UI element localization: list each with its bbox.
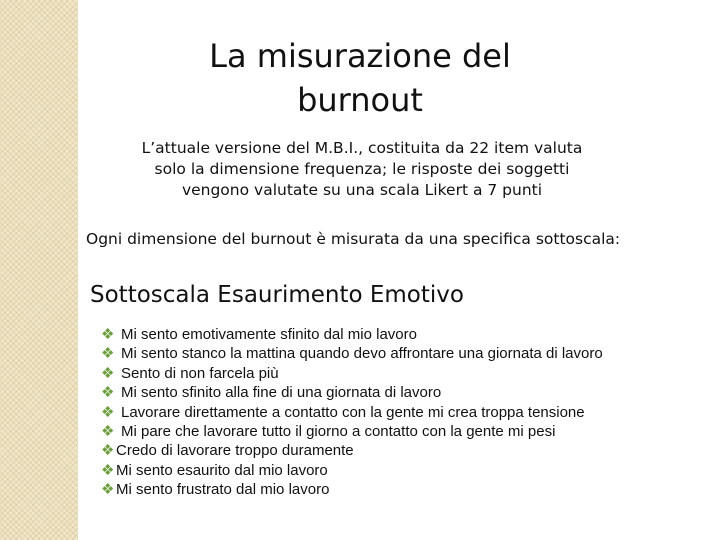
item-text: Mi sento sfinito alla fine di una giornata di lavoro	[121, 384, 442, 402]
intro-text	[92, 138, 632, 201]
title-line-1: La misurazione del	[209, 37, 511, 75]
item-text: Mi sento esaurito dal mio lavoro	[116, 461, 328, 479]
intro-line-1: L’attuale versione del M.B.I., costituita da 22 item valuta	[141, 139, 583, 157]
diamond-bullet-icon: ❖	[101, 326, 115, 343]
intro-line-2: solo la dimensione frequenza; le risposte dei soggetti	[154, 160, 570, 178]
diamond-bullet-icon: ❖	[101, 345, 115, 363]
diamond-bullet-icon: ❖	[101, 461, 115, 479]
list-item	[101, 422, 676, 441]
list-item	[101, 383, 676, 402]
list-item	[101, 480, 676, 499]
list-item	[101, 441, 676, 460]
diamond-bullet-icon: ❖	[101, 384, 115, 402]
diamond-bullet-icon: ❖	[101, 481, 115, 499]
item-text: Mi sento emotivamente sfinito dal mio lavoro	[121, 326, 417, 343]
item-list	[101, 325, 676, 500]
diamond-bullet-icon: ❖	[101, 442, 115, 460]
item-text: Sento di non farcela più	[121, 364, 279, 382]
diamond-bullet-icon: ❖	[101, 403, 115, 421]
list-item	[101, 364, 676, 383]
subscale-title: Sottoscala Esaurimento Emotivo	[90, 282, 464, 308]
diamond-bullet-icon: ❖	[101, 423, 115, 441]
item-text: Credo di lavorare troppo duramente	[116, 442, 354, 460]
intro-line-3: vengono valutate su una scala Likert a 7 punti	[181, 181, 543, 199]
item-text: Mi pare che lavorare tutto il giorno a contatto con la gente mi pesi	[121, 423, 556, 441]
list-item	[101, 403, 676, 422]
slide-title	[120, 34, 600, 122]
item-text: Mi sento stanco la mattina quando devo affrontare una giornata di lavoro	[121, 345, 603, 363]
list-item	[101, 325, 676, 344]
title-line-2: burnout	[297, 81, 423, 119]
dimension-subtitle: Ogni dimensione del burnout è misurata da una specifica sottoscala:	[86, 230, 621, 248]
diamond-bullet-icon: ❖	[101, 364, 115, 382]
side-texture-band	[0, 0, 78, 540]
list-item	[101, 461, 676, 480]
list-item	[101, 344, 676, 363]
item-text: Mi sento frustrato dal mio lavoro	[116, 481, 330, 499]
item-text: Lavorare direttamente a contatto con la gente mi crea troppa tensione	[121, 403, 585, 421]
